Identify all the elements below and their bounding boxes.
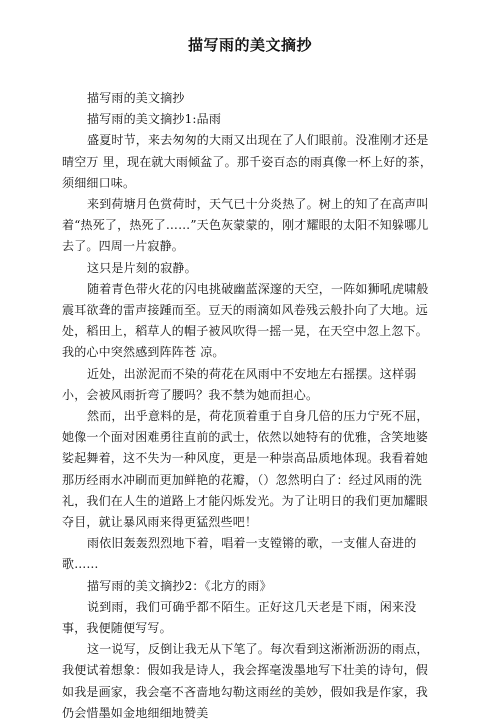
paragraph: 描写雨的美文摘抄1:品雨 — [87, 112, 222, 127]
paragraph: 近处，出淤泥而不染的荷花在风雨中不安地左右摇摆。这样弱小，会被风雨折弯了腰吗？我不禁为她而担心。 — [62, 366, 417, 402]
paragraph: 说到雨，我们可确乎都不陌生。正好这几天老是下雨，闲来没事，我便随便写写。 — [62, 599, 417, 636]
paragraph: 这只是片刻的寂静。 — [87, 260, 197, 275]
paragraph: 然而，出乎意料的是，荷花顶着重于自身几倍的压力宁死不屈，她像一个面对困难勇往直前的武士，依然以她特有的优雅，含笑地婆娑起舞着，这不失为一种风度，更是一种崇高品质地体现。我看着她那历经雨水冲刷而更加鲜艳的花瓣，（）忽然明白了：经过风雨的洗礼，我们在人生的道路上才能闪烁发光。为了让明日的我们更加耀眼夺目，就让暴风雨来得更猛烈些吧！ — [62, 409, 429, 530]
paragraph: 这一说写，反倒让我无从下笔了。每次看到这淅淅沥沥的雨点，我便试着想象：假如我是诗人，我会挥毫泼墨地写下壮美的诗句，假如我是画家，我会毫不吝啬地勾勒这雨丝的美妙，假如我是作家，我仍会惜墨如金地细细地赞美 — [62, 642, 429, 720]
document-title: 描写雨的美文摘抄 — [187, 36, 312, 54]
paragraph: 描写雨的美文摘抄 — [87, 91, 185, 105]
paragraph: 随着青色带火花的闪电挑破幽蓝深邃的天空，一阵如狮吼虎啸般震耳欲聋的雷声接踵而至。豆天的雨滴如风卷残云般扑向了大地。远处，稻田上，稻草人的帽子被风吹得一摇一晃，在天空中忽上忽下。我的心中突然感到阵阵苍 凉。 — [62, 281, 429, 360]
paragraph: 描写雨的美文摘抄2：《北方的雨》 — [87, 578, 272, 593]
document-body — [62, 88, 438, 724]
paragraph: 来到荷塘月色赏荷时，天气已十分炎热了。树上的知了在高声叫着“热死了，热死了……”天色灰蒙蒙的，刚才耀眼的太阳不知躲哪儿去了。四周一片寂静。 — [62, 197, 429, 254]
paragraph: 雨依旧轰轰烈烈地下着，唱着一支镗锵的歌，一支催人奋进的歌…… — [62, 536, 417, 572]
paragraph: 盛夏时节，来去匆匆的大雨又出现在了人们眼前。没准刚才还是晴空万 里，现在就大雨倾盆了。那千姿百态的雨真像一杯上好的茶，须细细口味。 — [62, 133, 433, 190]
